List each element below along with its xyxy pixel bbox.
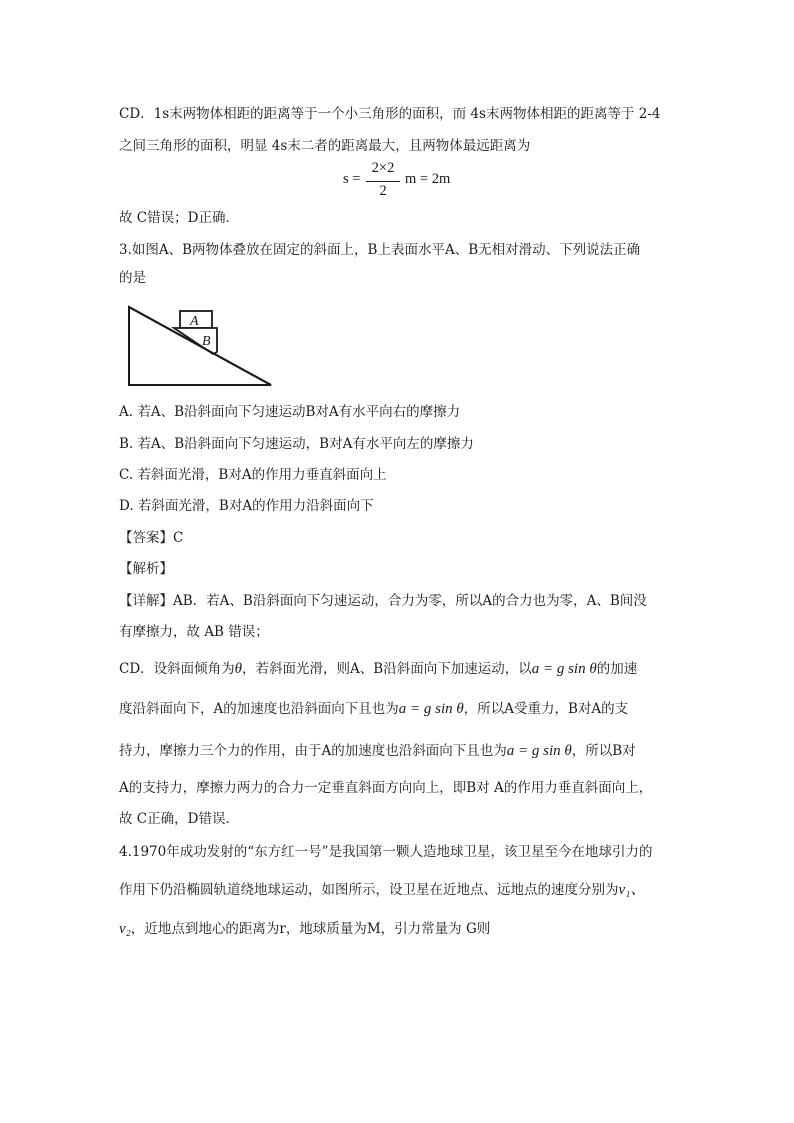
text-segment: ，所以A受重力，B对A的支: [463, 701, 629, 717]
analysis-label: 【解析】: [119, 561, 173, 577]
text-segment: CD．设斜面倾角为: [119, 661, 235, 677]
text-segment: ，若斜面光滑，则A、B沿斜面向下加速运动，以: [242, 661, 532, 677]
text-segment: ，近地点到地心的距离为r，地球质量为M，引力常量为 G则: [130, 921, 491, 937]
incline-diagram: [126, 303, 276, 393]
text-line: CD．1s末两物体相距的距离等于一个小三角形的面积，而 4s末两物体相距的距离等于 2-4: [119, 106, 661, 122]
fraction-bar: [366, 181, 400, 182]
option-c: C. 若斜面光滑，B对A的作用力垂直斜面向上: [119, 467, 387, 483]
text-line: 有摩擦力，故 AB 错误；: [119, 624, 269, 640]
text-segment: 度沿斜面向下，A的加速度也沿斜面向下且也为: [119, 701, 399, 717]
formula-rhs: m = 2m: [405, 171, 451, 187]
acceleration-formula: a = g sin θ: [398, 701, 464, 717]
acceleration-formula: a = g sin θ: [531, 661, 597, 677]
fraction-denominator: 2: [379, 183, 387, 199]
question-3-stem: 3.如图A、B两物体叠放在固定的斜面上，B上表面水平A、B无相对滑动、下列说法正确: [119, 242, 641, 258]
option-b: B. 若A、B沿斜面向下匀速运动，B对A有水平向左的摩擦力: [119, 436, 474, 452]
text-line: [119, 880, 645, 900]
theta-symbol: θ: [234, 661, 243, 677]
velocity-v1: v₁、: [618, 882, 646, 898]
text-line: 故 C正确，D错误．: [119, 811, 239, 827]
label-A: A: [190, 314, 199, 329]
text-line: [119, 659, 637, 679]
distance-formula: [343, 160, 483, 204]
incline-figure: [126, 303, 276, 397]
question-4-stem: 4.1970年成功发射的“东方红一号”是我国第一颗人造地球卫星，该卫星至今在地球引力的: [119, 844, 653, 860]
text-line: A的支持力，摩擦力两力的合力一定垂直斜面方向向上，即B对 A的作用力垂直斜面向上，: [119, 780, 653, 796]
text-segment: 作用下仍沿椭圆轨道绕地球运动，如图所示，设卫星在近地点、远地点的速度分别为: [119, 882, 619, 898]
text-segment: 持力，摩擦力三个力的作用，由于A的加速度也沿斜面向下且也为: [119, 743, 507, 759]
text-line: [119, 919, 490, 939]
label-B: B: [202, 334, 211, 349]
option-d: D. 若斜面光滑，B对A的作用力沿斜面向下: [119, 498, 374, 514]
text-segment: 的加速: [596, 661, 638, 677]
text-line: 【详解】AB．若A、B沿斜面向下匀速运动，合力为零，所以A的合力也为零，A、B间没: [119, 593, 647, 609]
velocity-v2: v₂: [119, 921, 131, 937]
answer-label: 【答案】C: [119, 530, 184, 546]
text-line: 故 C错误；D正确．: [119, 210, 239, 226]
formula-lhs: s =: [343, 171, 361, 187]
text-line: [119, 741, 636, 761]
fraction-numerator: 2×2: [371, 160, 395, 176]
acceleration-formula: a = g sin θ: [506, 743, 572, 759]
text-line: 的是: [119, 270, 146, 286]
option-a: A. 若A、B沿斜面向下匀速运动B对A有水平向右的摩擦力: [119, 404, 461, 420]
text-line: [119, 699, 628, 719]
text-line: 之间三角形的面积，明显 4s末二者的距离最大，且两物体最远距离为: [119, 138, 531, 154]
text-segment: ，所以B对: [571, 743, 636, 759]
